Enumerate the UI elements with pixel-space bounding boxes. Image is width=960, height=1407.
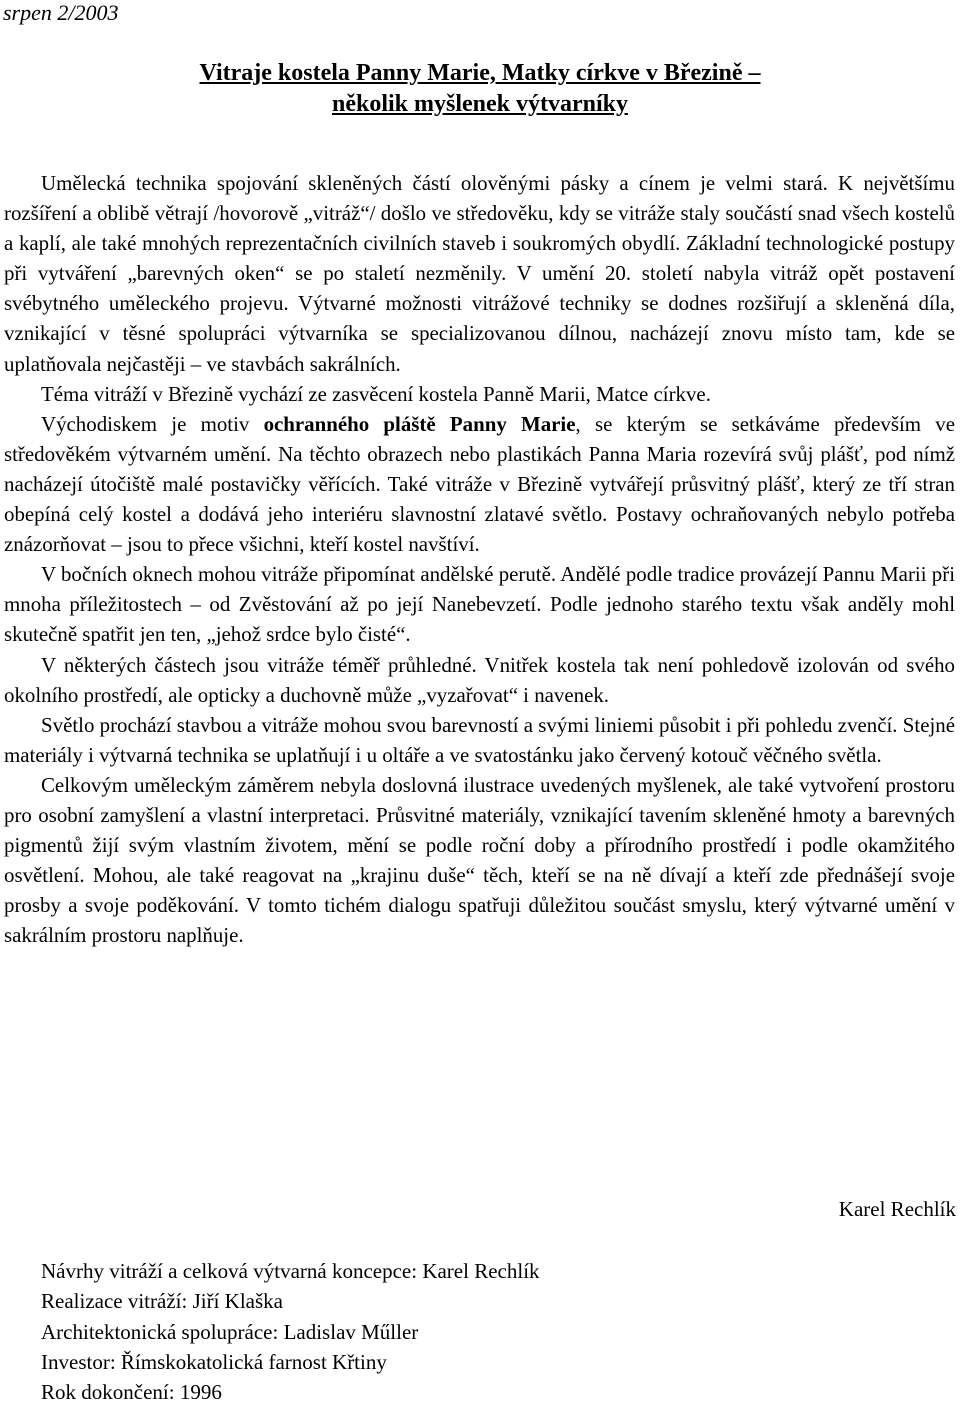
issue-date: srpen 2/2003 <box>3 0 119 25</box>
credits-list <box>41 1256 941 1407</box>
paragraph-4: V bočních oknech mohou vitráže připomínat andělské perutě. Andělé podle tradice provázejí Pannu Marii při mnoha příležitostech – od Zvěstování až po její Nanebevzetí. Podle jednoho starého textu však anděly mohl skutečně spatřit jen ten, „jehož srdce bylo čisté“. <box>4 562 955 647</box>
paragraph-3-text-start: Východiskem je motiv <box>41 411 264 436</box>
article-title-line-1: Vitraje kostela Panny Marie, Matky církve v Březině – <box>199 60 761 86</box>
paragraph-3-text-end: , se kterým se setkáváme především ve středověkém výtvarném umění. Na těchto obrazech nebo plastikách Panna Maria rozevírá svůj plášť, pod nímž nacházejí útočiště malé postavičky věřících. Také vitráže v Březině vytvářejí průsvitný plášť, který ze tří stran obepíná celý kostel a dodává jeho interiéru slavnostní zlatavé světlo. Postavy ochraňovaných nebylo potřeba znázorňovat – jsou to přece všichni, kteří kostel navštíví. <box>4 411 955 557</box>
paragraph-3-emphasis: ochranného pláště Panny Marie <box>263 411 576 436</box>
credit-line: Rok dokončení: 1996 <box>41 1380 222 1405</box>
paragraph-1: Umělecká technika spojování skleněných částí olověnými pásky a cínem je velmi stará. K největšímu rozšíření a oblibě větrají /hovorově „vitráž“/ došlo ve středověku, kdy se vitráže staly součástí snad všech kostelů a kaplí, ale také mnohých reprezentačních civilních staveb i soukromých obydlí. Základní technologické postupy při vytváření „barevných oken“ se po staletí nezměnily. V umění 20. století nabyla vitráž opět postavení svébytného uměleckého projevu. Výtvarné možnosti vitrážové techniky se dodnes rozšiřují a skleněná díla, vznikající v těsné spolupráci výtvarníka se specializovanou dílnou, nacházejí znovu místo tam, kde se uplatňovala nejčastěji – ve stavbách sakrálních. <box>4 171 955 376</box>
paragraph-6: Světlo prochází stavbou a vitráže mohou svou barevností a svými liniemi působit i při pohledu zvenčí. Stejné materiály i výtvarná technika se uplatňují i u oltáře a ve svatostánku jako červený kotouč věčného světla. <box>4 712 955 767</box>
paragraph-3 <box>4 409 955 559</box>
credit-line: Realizace vitráží: Jiří Klaška <box>41 1289 283 1314</box>
credit-line: Investor: Římskokatolická farnost Křtiny <box>41 1349 387 1374</box>
credit-line: Návrhy vitráží a celková výtvarná koncepce: Karel Rechlík <box>41 1259 540 1283</box>
paragraph-2: Téma vitráží v Březině vychází ze zasvěcení kostela Panně Marii, Matce církve. <box>41 381 711 406</box>
paragraph-7: Celkovým uměleckým záměrem nebyla doslovná ilustrace uvedených myšlenek, ale také vytvoření prostoru pro osobní zamyšlení a vlastní interpretaci. Průsvitné materiály, vznikající tavením skleněné hmoty a barevných pigmentů žijí svým vlastním životem, mění se podle roční doby a přírodního prostředí i podle okamžitého osvětlení. Mohou, ale také reagovat na „krajinu duše“ těch, kteří se na ně dívají a kteří zde přednášejí svoje prosby a svoje poděkování. V tomto tichém dialogu spatřuji důležitou součást smyslu, který výtvarné umění v sakrálním prostoru naplňuje. <box>4 772 955 948</box>
credit-line: Architektonická spolupráce: Ladislav Műller <box>41 1319 419 1344</box>
article-title <box>0 58 960 120</box>
article-body <box>4 168 955 950</box>
author-signature: Karel Rechlík <box>838 1197 956 1221</box>
article-title-line-2: několik myšlenek výtvarníky <box>331 91 629 117</box>
paragraph-5: V některých částech jsou vitráže téměř průhledné. Vnitřek kostela tak není pohledově izolován od svého okolního prostředí, ale opticky a duchovně může „vyzařovat“ i navenek. <box>4 652 955 707</box>
